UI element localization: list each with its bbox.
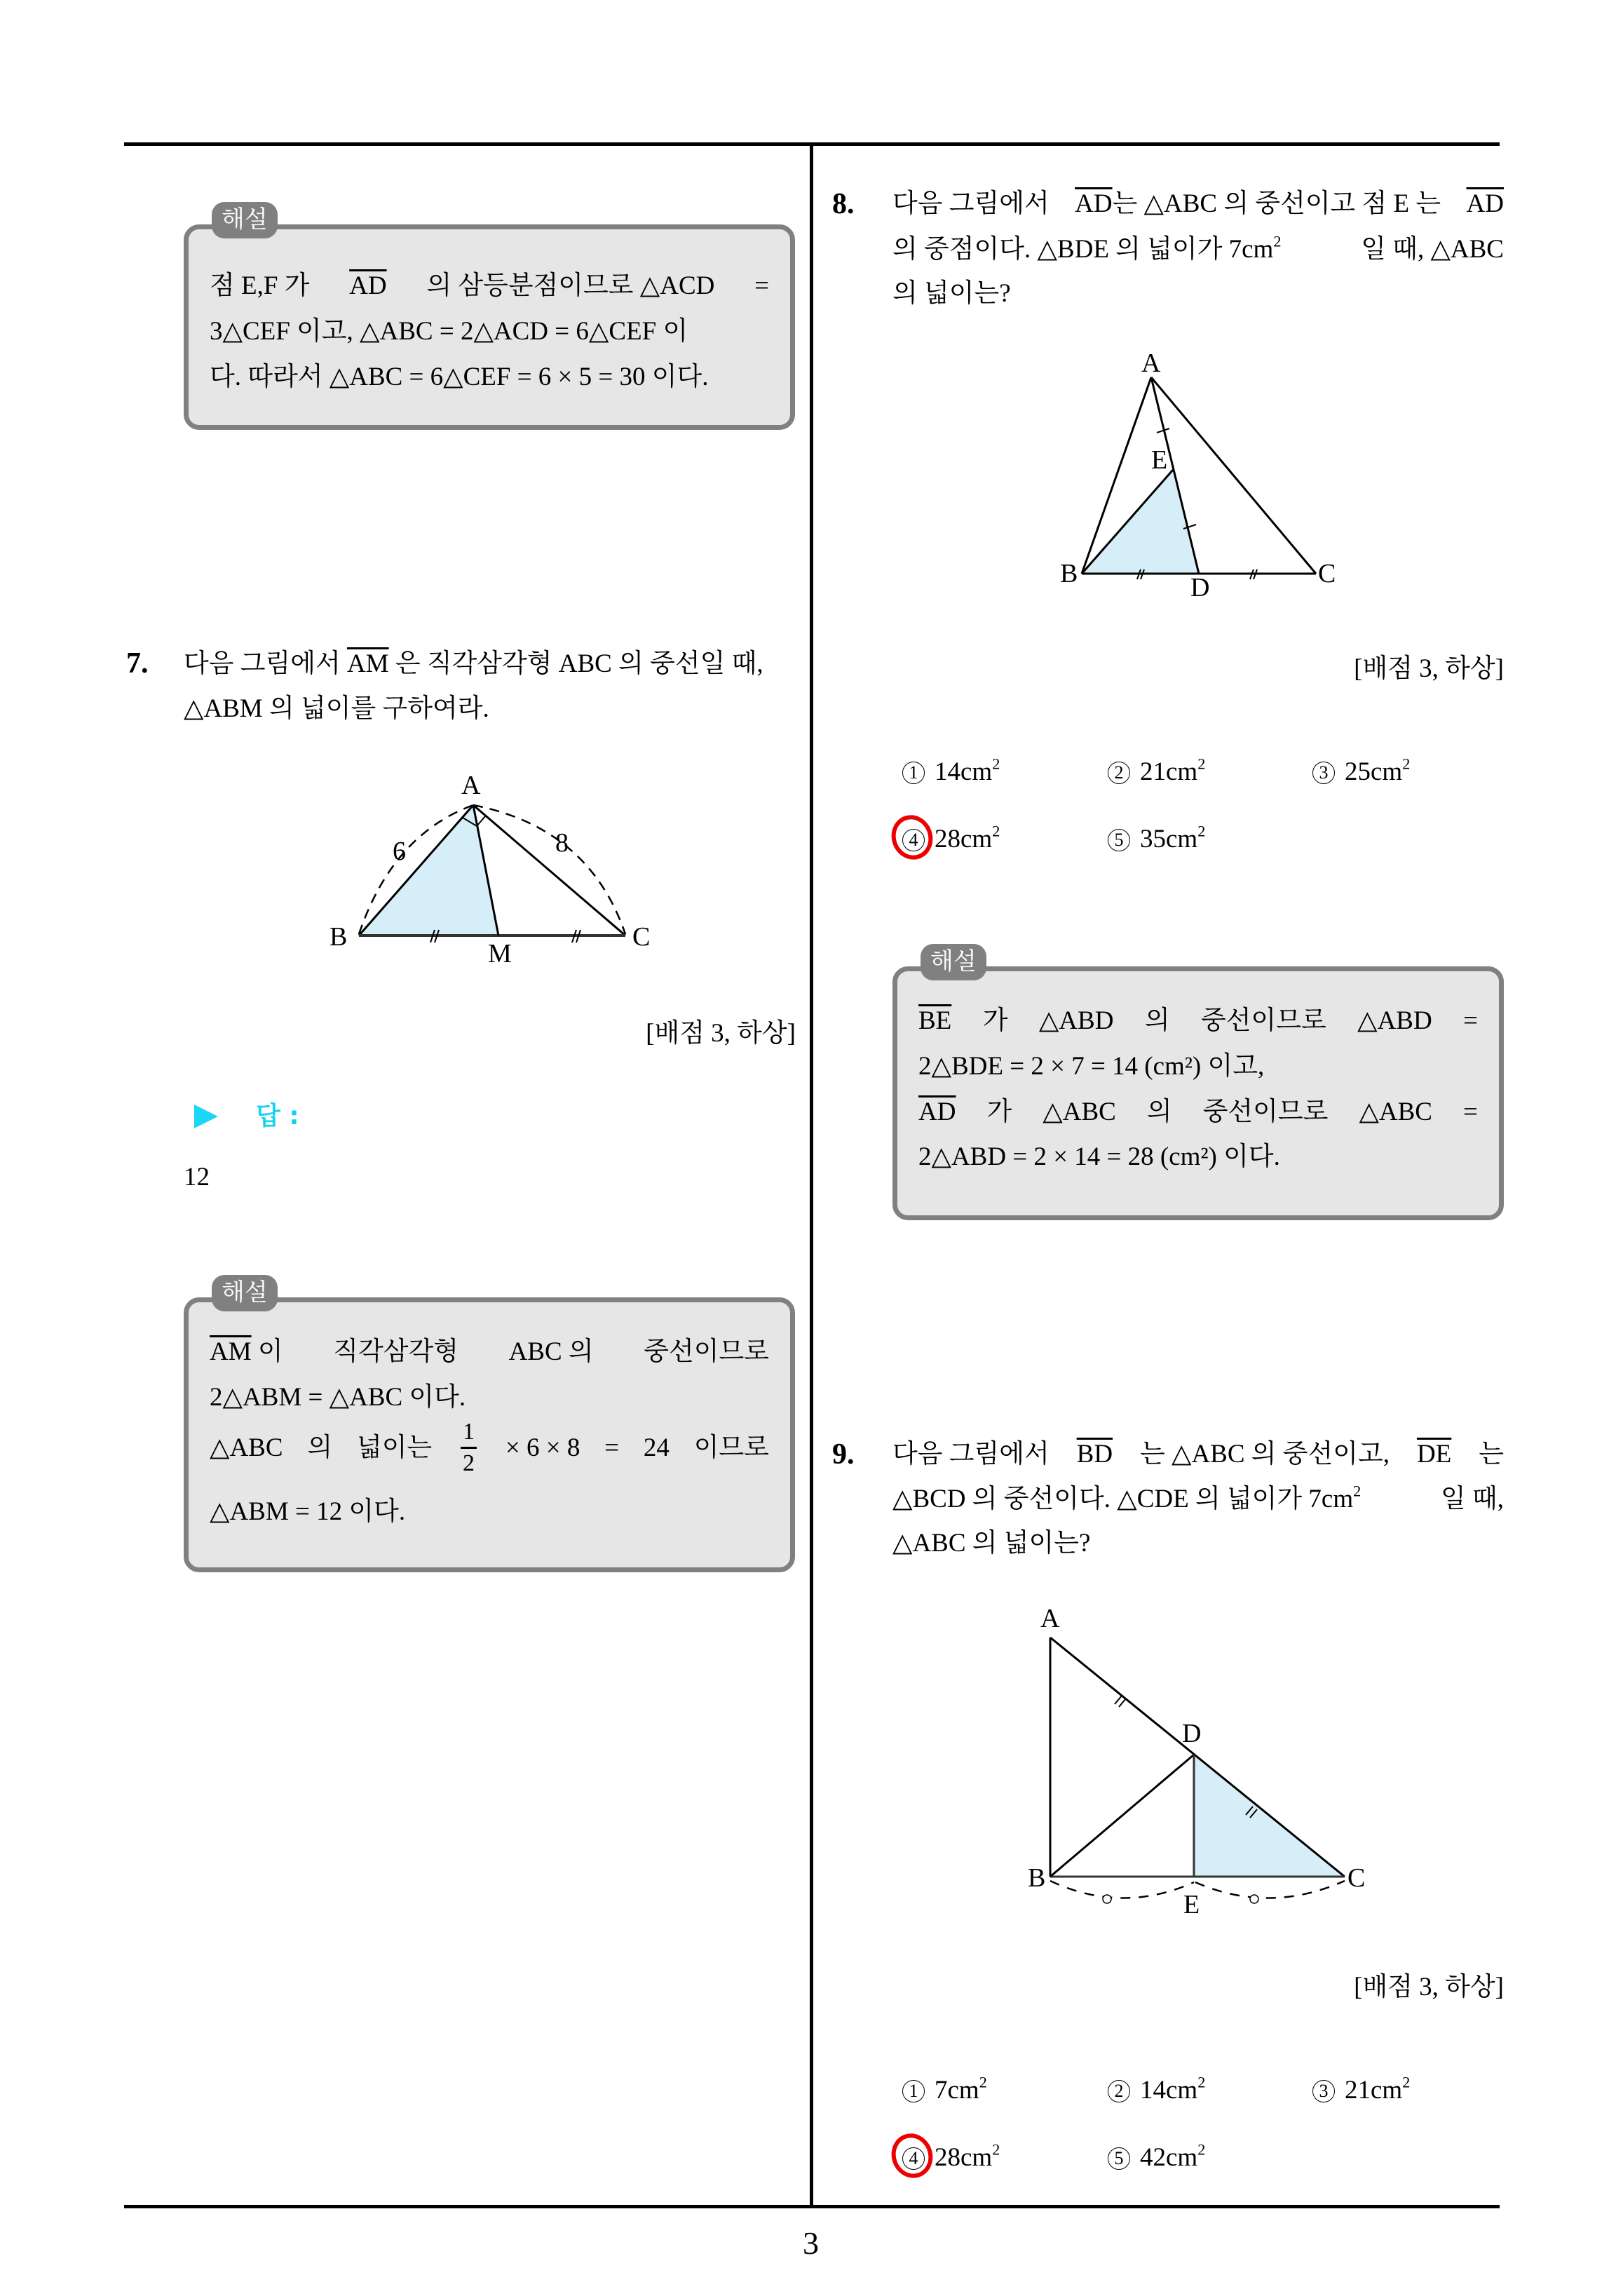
solution-tag: 해설 <box>212 202 278 238</box>
fraction-one-half: $\frac{1}{2}$ <box>461 1420 477 1475</box>
choice-1[interactable]: 1 $7cm^2$ <box>902 2077 987 2103</box>
solution-8-line-1: $\overline{BE}$ 가 △ABD 의 중선이므로 △ABD = <box>918 1006 1478 1035</box>
solution-7-line-1: $\overline{AM}$ 이 직각삼각형 ABC 의 중선이므로 <box>210 1337 769 1366</box>
problem-7-line-1: 다음 그림에서 $\overline{AM}$ 은 직각삼각형 ABC 의 중선일 때, <box>184 649 763 678</box>
label-a: A <box>1141 349 1161 378</box>
problem-number: 7. <box>126 647 149 680</box>
equal-mark-be <box>1103 1895 1111 1903</box>
bottom-rule <box>124 2205 1500 2208</box>
choice-3[interactable]: 3 $25cm^2$ <box>1312 759 1410 785</box>
problem-9-figure <box>1010 1592 1395 1943</box>
problem-9-line-2: △BCD 의 중선이다. △CDE 의 넓이가 $7cm^2$ 일 때, <box>892 1482 1504 1513</box>
label-a: A <box>1040 1604 1060 1633</box>
solution-6-line-3: 다. 따라서 △ABC = 6△CEF = 6 × 5 = 30 이다. <box>210 363 709 391</box>
solution-7-line-3: △ABC 의 넓이는 $\frac{1}{2}$ × 6 × 8 = 24 이므로 <box>210 1419 769 1476</box>
solution-8-line-2: 2△BDE = 2 × 7 = 14 (cm²) 이고, <box>918 1052 1265 1081</box>
label-a: A <box>461 771 481 800</box>
solution-8-line-4: 2△ABD = 2 × 14 = 28 (cm²) 이다. <box>918 1142 1280 1171</box>
problem-8-line-3: 의 넓이는? <box>892 279 1011 308</box>
label-b: B <box>330 922 348 952</box>
problem-number: 8. <box>832 188 855 220</box>
label-b: B <box>1060 559 1078 588</box>
answer-label: 답 : <box>256 1102 299 1130</box>
label-e: E <box>1151 445 1168 475</box>
label-c: C <box>1347 1863 1366 1893</box>
problem-number: 9. <box>832 1438 855 1471</box>
solution-7-line-4: △ABM = 12 이다. <box>210 1497 406 1526</box>
selected-answer-mark <box>885 2128 939 2184</box>
solution-box-7-frame <box>184 1297 795 1572</box>
column-divider <box>810 142 813 2208</box>
choice-2[interactable]: 2 $21cm^2$ <box>1108 759 1205 785</box>
solution-box-8-frame <box>892 966 1504 1220</box>
solution-tag: 해설 <box>921 944 986 980</box>
label-c: C <box>1318 559 1336 588</box>
dashed-arc-be <box>1050 1881 1194 1898</box>
choice-2[interactable]: 2 $14cm^2$ <box>1108 2077 1205 2103</box>
solution-box-6-frame <box>184 224 795 430</box>
problem-7-line-2: △ABM 의 넓이를 구하여라. <box>184 694 489 723</box>
choice-3[interactable]: 3 $21cm^2$ <box>1312 2077 1410 2103</box>
solution-6-line-2: 3△CEF 이고, △ABC = 2△ACD = 6△CEF 이 <box>210 317 688 346</box>
answer-value: 12 <box>184 1163 210 1191</box>
equal-mark-ec <box>1250 1895 1258 1903</box>
problem-8-line-2: 의 중점이다. △BDE 의 넓이가 $7cm^2$ 일 때, △ABC <box>892 232 1504 264</box>
solution-8-line-3: $\overline{AD}$ 가 △ABC 의 중선이므로 △ABC = <box>918 1098 1478 1126</box>
choice-5[interactable]: 5 $35cm^2$ <box>1108 826 1205 852</box>
label-e: E <box>1183 1890 1200 1919</box>
solution-6-line-1: 점 E,F 가 $\overline{AD}$ 의 삼등분점이므로 △ACD = <box>210 271 769 300</box>
score-label: [배점 3, 하상] <box>646 1019 796 1048</box>
problem-7-figure <box>308 757 673 982</box>
selected-answer-mark <box>885 809 939 865</box>
label-m: M <box>488 939 512 968</box>
label-c: C <box>632 922 651 952</box>
label-d: D <box>1190 573 1210 602</box>
label-side-8: 8 <box>555 828 569 858</box>
problem-8-figure <box>1045 344 1367 610</box>
problem-8-line-1: 다음 그림에서 $\overline{AD}$는 △ABC 의 중선이고 점 E 는 $\overline{AD}$ <box>892 189 1504 218</box>
solution-7-line-2: 2△ABM = △ABC 이다. <box>210 1383 466 1412</box>
choice-4[interactable]: 4 $28cm^2$ <box>902 2145 1000 2170</box>
score-label: [배점 3, 하상] <box>1354 654 1504 683</box>
choice-4[interactable]: 4 $28cm^2$ <box>902 826 1000 852</box>
label-side-6: 6 <box>393 837 406 866</box>
dashed-arc-ec <box>1195 1881 1345 1898</box>
choice-1[interactable]: 1 $14cm^2$ <box>902 759 1000 785</box>
label-b: B <box>1028 1863 1046 1893</box>
solution-tag: 해설 <box>212 1275 278 1311</box>
choice-5[interactable]: 5 $42cm^2$ <box>1108 2145 1205 2170</box>
page-number: 3 <box>803 2225 819 2261</box>
problem-9-line-1: 다음 그림에서 $\overline{BD}$ 는 △ABC 의 중선이고, $\overline{DE}$ 는 <box>892 1440 1504 1468</box>
median-bd <box>1050 1755 1194 1877</box>
problem-9-line-3: △ABC 의 넓이는? <box>892 1529 1091 1558</box>
label-d: D <box>1182 1719 1202 1748</box>
score-label: [배점 3, 하상] <box>1354 1973 1504 2001</box>
side-ac <box>473 805 625 936</box>
answer-triangle-icon <box>194 1105 218 1128</box>
